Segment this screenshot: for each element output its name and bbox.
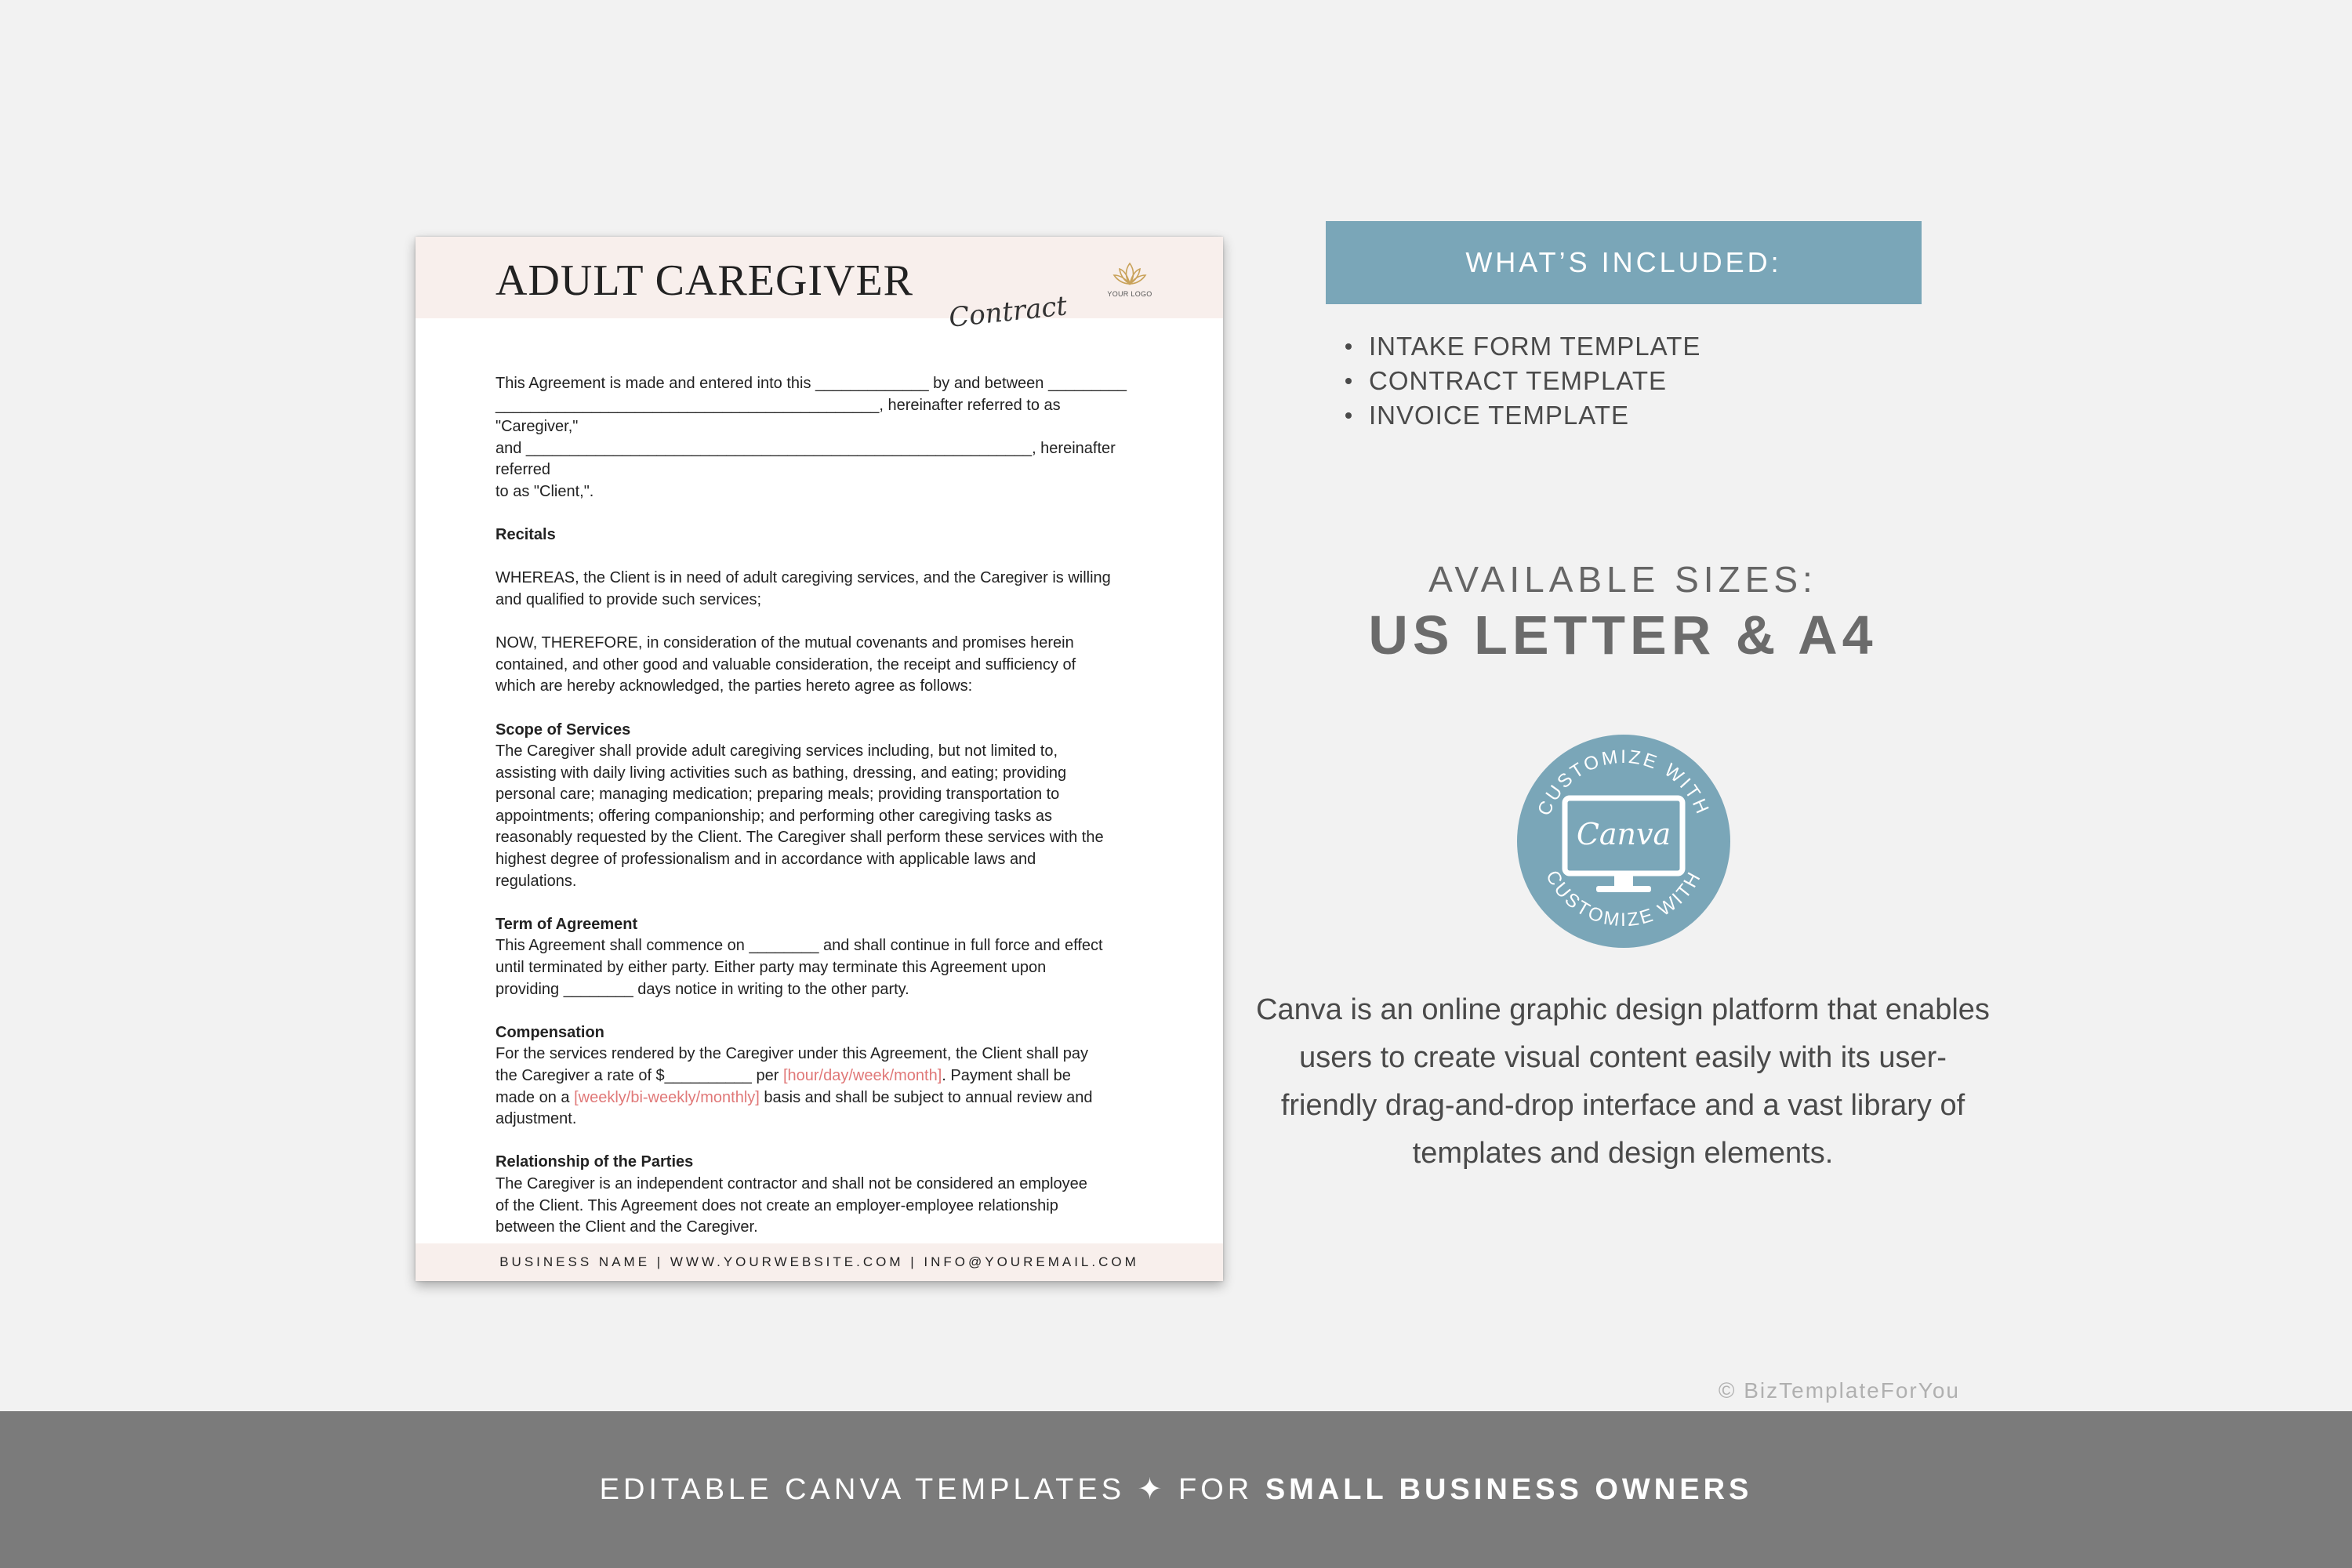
whats-included-heading: WHAT’S INCLUDED:	[1326, 221, 1922, 304]
badge-ring-text-top: CUSTOMIZE WITH	[1534, 746, 1714, 819]
copyright-text: © BizTemplateForYou	[1718, 1378, 1960, 1403]
available-sizes-value: US LETTER & A4	[1368, 604, 1878, 666]
bottom-banner	[0, 1411, 2352, 1568]
compensation-heading: Compensation	[495, 1023, 604, 1041]
canva-description: Canva is an online graphic design platform that enables users to create visual content easily with its user-friendly drag-and-drop interface and a vast library of templates and design elements.	[1256, 993, 1990, 1170]
banner-text: EDITABLE CANVA TEMPLATES ✦ FOR	[599, 1473, 1265, 1506]
customize-with-canva-badge	[1517, 735, 1730, 948]
contract-title: ADULT CAREGIVER	[495, 256, 914, 305]
contract-subtitle: Contract	[947, 290, 1069, 334]
term-heading: Term of Agreement	[495, 915, 638, 933]
payment-frequency-placeholder: [weekly/bi-weekly/monthly]	[574, 1088, 760, 1106]
term-paragraph: This Agreement shall commence on ________ and shall continue in full force and effect until terminated by either party. Either party may terminate this Agreement upon providing ________ days notice in writing to the other party.	[495, 937, 1103, 998]
your-logo	[1102, 260, 1157, 298]
list-item: INTAKE FORM TEMPLATE	[1339, 329, 1700, 364]
lotus-icon	[1112, 260, 1148, 290]
included-list	[1339, 329, 1700, 433]
scope-heading: Scope of Services	[495, 720, 631, 739]
logo-label: YOUR LOGO	[1107, 290, 1152, 298]
recitals-heading: Recitals	[495, 526, 556, 544]
canva-wordmark: Canva	[1576, 817, 1671, 851]
contract-body	[495, 373, 1146, 1260]
contract-header	[416, 237, 1223, 334]
compensation-paragraph: For the services rendered by the Caregiver under this Agreement, the Client shall pay the Caregiver a rate of $__________ per [hour/day/week/month]. Payment shall be made on a [weekly/bi-weekly/monthly] basis and shall be subject to annual review and adjustment.	[495, 1045, 1093, 1128]
contract-footer: BUSINESS NAME | WWW.YOURWEBSITE.COM | INFO@YOUREMAIL.COM	[416, 1243, 1223, 1281]
list-item: INVOICE TEMPLATE	[1339, 398, 1700, 433]
whereas-paragraph: WHEREAS, the Client is in need of adult caregiving services, and the Caregiver is willing and qualified to provide such services;	[495, 569, 1111, 608]
available-sizes-label: AVAILABLE SIZES:	[1428, 559, 1817, 600]
contract-document	[416, 237, 1223, 1281]
relationship-paragraph: The Caregiver is an independent contractor and shall not be considered an employee of the Client. This Agreement does not create an employer-employee relationship between the Client and the Caregiver.	[495, 1174, 1087, 1236]
rate-period-placeholder: [hour/day/week/month]	[782, 1067, 942, 1084]
relationship-heading: Relationship of the Parties	[495, 1153, 694, 1171]
list-item: CONTRACT TEMPLATE	[1339, 364, 1700, 398]
now-therefore-paragraph: NOW, THEREFORE, in consideration of the mutual covenants and promises herein contained, and other good and valuable consideration, the receipt and sufficiency of which are hereby acknowledged, the parties hereto agree as follows:	[495, 634, 1076, 695]
intro-paragraph: This Agreement is made and entered into this _____________ by and between _________ ____________________________________________, hereinafter referred to as "Caregiver," and __________________________________________________________, hereinafter referred to as "Client,".	[495, 375, 1127, 500]
badge-ring-text-bottom: CUSTOMIZE WITH	[1541, 866, 1706, 931]
banner-text-bold: SMALL BUSINESS OWNERS	[1265, 1473, 1753, 1506]
scope-paragraph: The Caregiver shall provide adult caregiving services including, but not limited to, assisting with daily living activities such as bathing, dressing, and eating; providing personal care; managing medication; preparing meals; providing transportation to appointments; offering companionship; and performing other caregiving tasks as reasonably requested by the Client. The Caregiver shall perform these services with the highest degree of professionalism and in accordance with applicable laws and regulations.	[495, 742, 1104, 890]
